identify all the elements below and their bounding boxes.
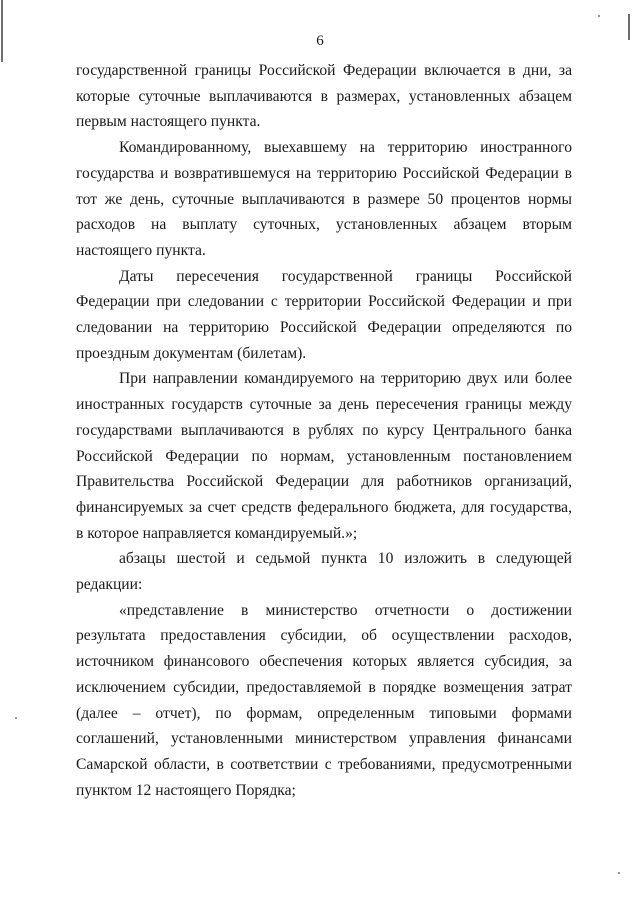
scan-speck: [618, 872, 620, 874]
scan-edge-mark-left: [1, 0, 3, 62]
paragraph: При направлении командируемого на территорию двух или более иностранных государств суточные за день пересечения границы между государствами выплачиваются в рублях по курсу Центрального банка Российской Федерации по нормам, установленным постановлением Правительства Российской Федерации для работников организаций, финансируемых за счет средств федерального бюджета, для государства, в которое направляется командируемый.»;: [76, 370, 572, 542]
scan-speck: [15, 717, 17, 719]
paragraph: Даты пересечения государственной границы Российской Федерации при следовании с территории Российской Федерации и при следовании на территорию Российской Федерации определяются по проездным документам (билетам).: [76, 267, 572, 362]
scan-speck: [598, 15, 600, 17]
paragraph: «представление в министерство отчетности о достижении результата предоставления субсидии, об осуществлении расходов, источником финансового обеспечения которых является субсидия, за исключением субсидии, предоставляемой в порядке возмещения затрат (далее – отчет), по формам, определенным типовыми формами соглашений, установленными министерством управления финансами Самарской области, в соответствии с требованиями, предусмотренными пунктом 12 настоящего Порядка;: [76, 601, 572, 799]
paragraph: Командированному, выехавшему на территорию иностранного государства и возвратившемуся на территорию Российской Федерации в тот же день, суточные выплачиваются в размере 50 процентов нормы расходов на выплату суточных, установленных абзацем вторым настоящего пункта.: [76, 139, 572, 259]
paragraph: государственной границы Российской Федерации включается в дни, за которые суточные выплачиваются в размерах, установленных абзацем первым настоящего пункта.: [76, 62, 572, 131]
document-body: [76, 58, 572, 803]
paragraph: абзацы шестой и седьмой пункта 10 изложить в следующей редакции:: [76, 550, 572, 594]
page-number: 6: [316, 33, 324, 49]
